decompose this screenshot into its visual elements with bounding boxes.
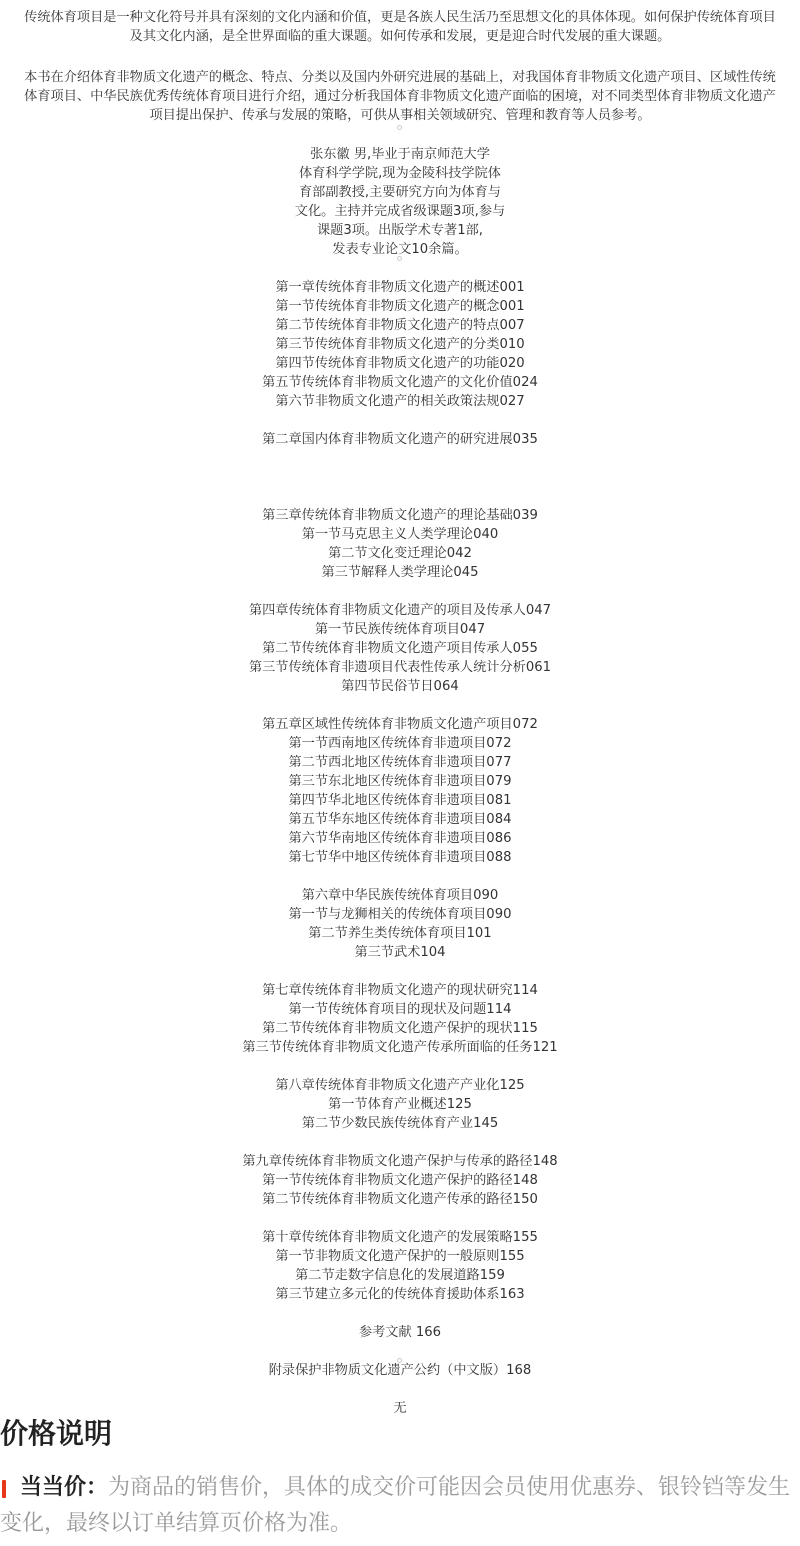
toc-section: 第五节传统体育非物质文化遗产的文化价值024 [262, 375, 538, 390]
author-line: 课题3项。出版学术专著1部, [316, 223, 484, 238]
toc-chapter: 第十章传统体育非物质文化遗产的发展策略155 [262, 1230, 538, 1245]
toc-section: 第二节传统体育非物质文化遗产传承的路径150 [262, 1192, 538, 1207]
toc-chapter: 第八章传统体育非物质文化遗产产业化125 [275, 1078, 525, 1093]
intro-line: 项目提出保护、传承与发展的策略，可供从事相关领域研究、管理和教育等人员参考。 [149, 108, 651, 123]
toc-section: 第一节马克思主义人类学理论040 [301, 527, 499, 542]
toc-section: 第一节民族传统体育项目047 [314, 622, 486, 637]
toc-section: 第四节华北地区传统体育非遗项目081 [288, 793, 512, 808]
toc-section: 第二节走数字信息化的发展道路159 [295, 1268, 505, 1283]
intro-line: 体育项目、中华民族优秀传统体育项目进行介绍，通过分析我国体育非物质文化遗产面临的困境，对不同类型体育非物质文化遗产 [24, 89, 776, 104]
toc-section: 第一节体育产业概述125 [328, 1097, 472, 1112]
toc-chapter: 第七章传统体育非物质文化遗产的现状研究114 [262, 983, 538, 998]
author-line: 育部副教授,主要研究方向为体育与 [298, 185, 501, 200]
toc-chapter: 第二章国内体育非物质文化遗产的研究进展035 [262, 432, 538, 447]
toc-section: 第二节少数民族传统体育产业145 [301, 1116, 499, 1131]
toc-section: 第三节传统体育非物质文化遗产传承所面临的任务121 [242, 1040, 558, 1055]
toc-section: 第一节非物质文化遗产保护的一般原则155 [275, 1249, 525, 1264]
table-of-contents [0, 278, 800, 1418]
toc-section: 第六节华南地区传统体育非遗项目086 [288, 831, 512, 846]
toc-section: 第三节传统体育非物质文化遗产的分类010 [275, 337, 525, 352]
toc-chapter: 第一章传统体育非物质文化遗产的概述001 [275, 280, 525, 295]
toc-section: 第二节文化变迁理论042 [328, 546, 472, 561]
toc-section: 第二节传统体育非物质文化遗产保护的现状115 [262, 1021, 538, 1036]
toc-section: 第四节民俗节日064 [341, 679, 459, 694]
intro-paragraph-2 [0, 68, 800, 125]
toc-section: 第一节传统体育项目的现状及问题114 [288, 1002, 512, 1017]
toc-chapter: 第五章区域性传统体育非物质文化遗产项目072 [262, 717, 538, 732]
price-description [0, 1470, 800, 1542]
price-text: 为商品的销售价，具体的成交价可能因会员使用优惠券、银铃铛等发生变化，最终以订单结算页价格为准。 [0, 1475, 791, 1536]
toc-section: 第二节传统体育非物质文化遗产项目传承人055 [262, 641, 538, 656]
intro-paragraph-1 [0, 8, 800, 46]
separator-dot [397, 125, 402, 130]
toc-none-text: 无 [393, 1401, 407, 1416]
toc-references: 参考文献 166 [358, 1325, 442, 1340]
toc-section: 第七节华中地区传统体育非遗项目088 [288, 850, 512, 865]
price-label: 当当价： [20, 1475, 109, 1500]
toc-section: 第一节西南地区传统体育非遗项目072 [288, 736, 512, 751]
author-line: 体育科学学院,现为金陵科技学院体 [298, 166, 501, 181]
separator-dot [397, 256, 402, 261]
intro-line: 及其文化内涵，是全世界面临的重大课题。如何传承和发展，更是迎合时代发展的重大课题。 [129, 29, 671, 44]
author-bio [0, 145, 800, 259]
toc-appendix: 附录保护非物质文化遗产公约（中文版）168 [268, 1363, 532, 1378]
toc-section: 第三节东北地区传统体育非遗项目079 [288, 774, 512, 789]
toc-section: 第三节建立多元化的传统体育援助体系163 [275, 1287, 525, 1302]
author-line: 张东徽 男,毕业于南京师范大学 [310, 147, 490, 162]
author-line: 发表专业论文10余篇。 [332, 242, 468, 257]
toc-section: 第二节养生类传统体育项目101 [308, 926, 492, 941]
toc-chapter: 第三章传统体育非物质文化遗产的理论基础039 [262, 508, 538, 523]
toc-section: 第三节武术104 [354, 945, 446, 960]
separator-dot [397, 1358, 402, 1363]
author-line: 文化。主持并完成省级课题3项,参与 [294, 204, 506, 219]
toc-chapter: 第九章传统体育非物质文化遗产保护与传承的路径148 [242, 1154, 558, 1169]
toc-section: 第一节传统体育非物质文化遗产的概念001 [275, 299, 525, 314]
toc-section: 第三节解释人类学理论045 [321, 565, 479, 580]
toc-section: 第一节传统体育非物质文化遗产保护的路径148 [262, 1173, 538, 1188]
toc-section: 第二节传统体育非物质文化遗产的特点007 [275, 318, 525, 333]
toc-chapter: 第六章中华民族传统体育项目090 [301, 888, 499, 903]
toc-section: 第一节与龙狮相关的传统体育项目090 [288, 907, 512, 922]
toc-section: 第三节传统体育非遗项目代表性传承人统计分析061 [248, 660, 552, 675]
price-section-title: 价格说明 [0, 1417, 113, 1450]
toc-section: 第二节西北地区传统体育非遗项目077 [288, 755, 512, 770]
intro-line: 本书在介绍体育非物质文化遗产的概念、特点、分类以及国内外研究进展的基础上，对我国体育非物质文化遗产项目、区域性传统 [24, 70, 776, 85]
toc-section: 第四节传统体育非物质文化遗产的功能020 [275, 356, 525, 371]
toc-section: 第六节非物质文化遗产的相关政策法规027 [275, 394, 525, 409]
toc-section: 第五节华东地区传统体育非遗项目084 [288, 812, 512, 827]
toc-chapter: 第四章传统体育非物质文化遗产的项目及传承人047 [248, 603, 552, 618]
intro-line: 传统体育项目是一种文化符号并具有深刻的文化内涵和价值，更是各族人民生活乃至思想文化的具体体现。如何保护传统体育项目 [24, 10, 776, 25]
